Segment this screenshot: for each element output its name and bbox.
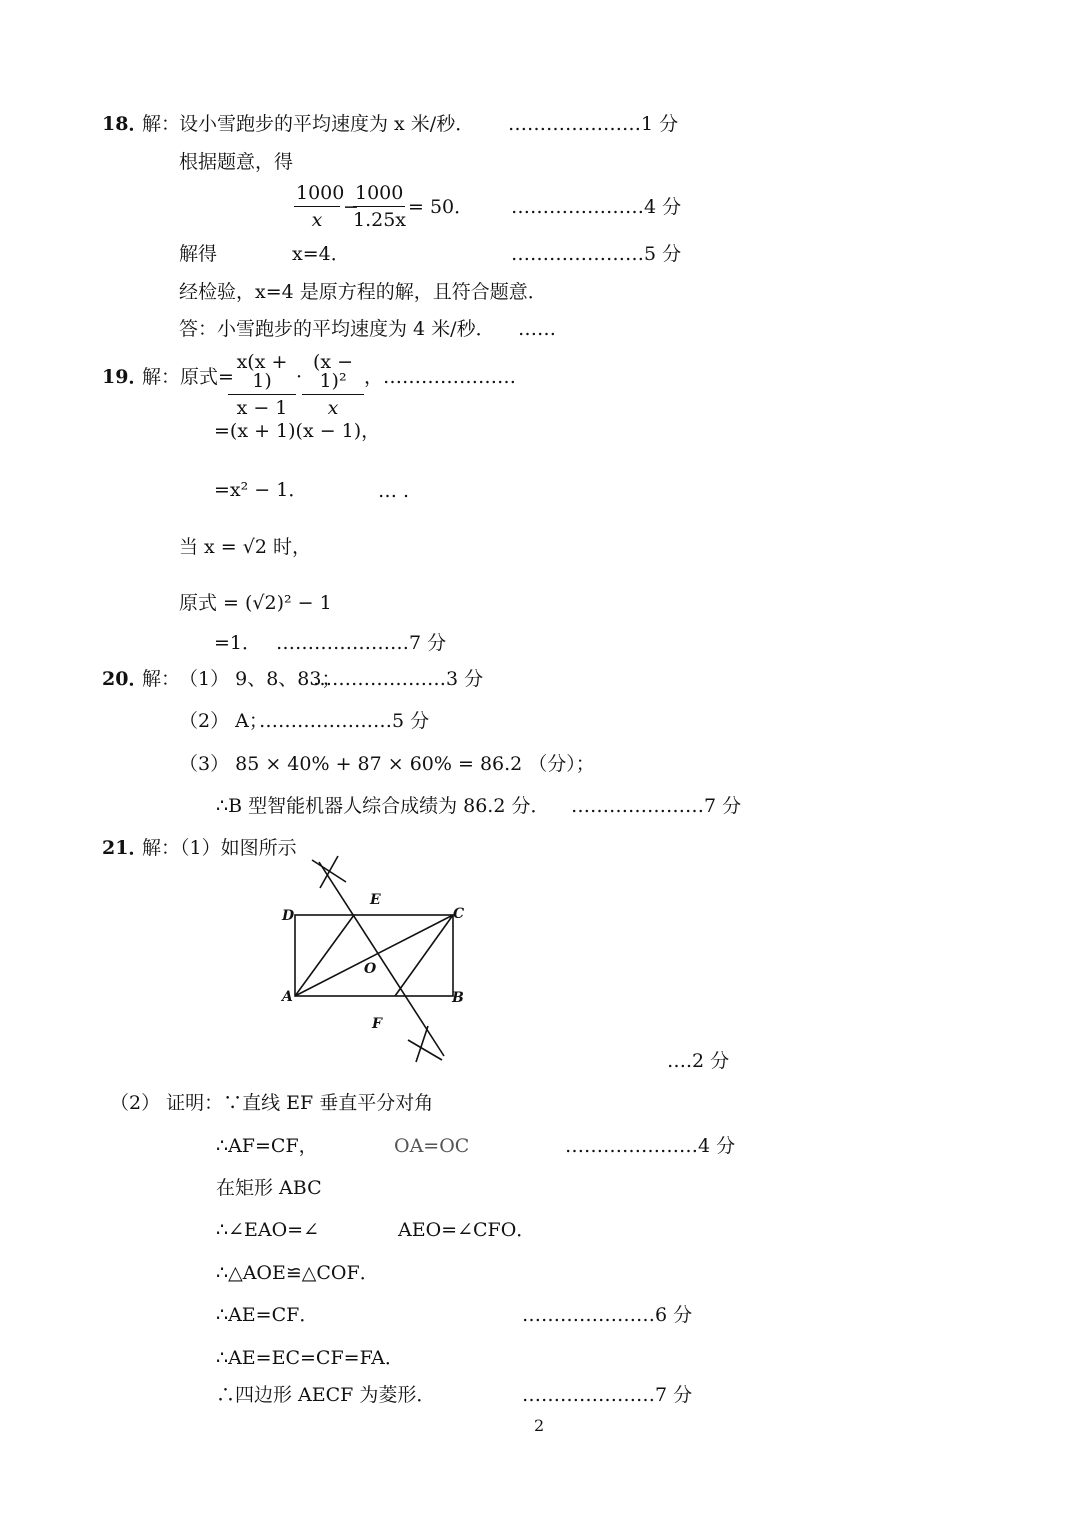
page-number: 2 — [534, 1416, 545, 1435]
q21-proof-line3a: ∴∠EAO=∠ — [216, 1219, 320, 1241]
q21-proof-line5: ∴AE=CF． — [216, 1304, 319, 1326]
segment-ae — [295, 915, 354, 996]
q19-result: =1． — [214, 632, 262, 654]
q21-proof-head: （2） 证明：∵直线 EF 垂直平分对角 — [110, 1092, 434, 1114]
q21-proof-line7-dots: …………………7 分 — [522, 1384, 693, 1406]
q20-part3-dots: …………………7 分 — [571, 795, 742, 817]
label-b: B — [452, 990, 464, 1006]
q18-frac1-denominator: x — [311, 209, 323, 231]
q19-frac2-denominator: x — [327, 397, 339, 419]
q19-step2: =(x + 1)(x − 1)， — [214, 420, 381, 442]
label-d: D — [282, 908, 295, 924]
diagonal-ac — [295, 915, 453, 996]
q18-number: 18． — [102, 113, 148, 135]
q19-frac1-denominator: x − 1 — [236, 397, 288, 419]
q19-frac2-numerator: (x − 1)² — [312, 351, 354, 392]
q18-check: 经检验，x=4 是原方程的解，且符合题意． — [179, 281, 547, 303]
q21-proof-line1-faint: OA=OC — [394, 1135, 470, 1157]
q19-fraction-1 — [228, 353, 296, 418]
q19-number: 19． — [102, 366, 148, 388]
label-c: C — [453, 906, 465, 922]
q19-step3: =x² − 1． — [214, 479, 308, 501]
q18-lead: 解： — [142, 113, 181, 135]
q19-dots: …………………7 分 — [276, 632, 447, 654]
q21-proof-line4: ∴△AOE≌△COF． — [216, 1262, 379, 1284]
q20-part1-dots: …………………3 分 — [313, 668, 484, 690]
q18-frac1-numerator: 1000 — [296, 182, 345, 204]
q21-proof-line7: ∴四边形 AECF 为菱形． — [216, 1384, 436, 1406]
q18-frac2-denominator: 1.25x — [353, 209, 407, 231]
q21-proof-line1: ∴AF=CF， — [216, 1135, 318, 1157]
q20-number: 20． — [102, 668, 148, 690]
label-o: O — [364, 961, 377, 977]
q19-frac1-numerator: x(x + 1) — [236, 351, 288, 392]
q19-when: 当 x = √2 时， — [179, 536, 311, 558]
q18-fraction-1 — [294, 182, 345, 231]
q19-dot: · — [296, 366, 303, 388]
q20-part3: （3） 85 × 40% + 87 × 60% = 86.2 （分）； — [179, 753, 595, 775]
q18-frac2-numerator: 1000 — [355, 182, 404, 204]
segment-cf — [395, 915, 453, 996]
q21-number: 21． — [102, 837, 148, 859]
q20-part3-conclusion: ∴B 型智能机器人综合成绩为 86.2 分． — [216, 795, 550, 817]
label-f: F — [372, 1016, 382, 1032]
q18-fraction-2 — [353, 184, 405, 230]
q20-part2: （2） A； — [179, 710, 268, 732]
q21-figure-dots: ….2 分 — [667, 1050, 730, 1072]
q19-substitution: 原式 = (√2)² − 1 — [179, 592, 332, 614]
q21-proof-line6: ∴AE=EC=CF=FA． — [216, 1347, 404, 1369]
q20-part2-dots: …………………5 分 — [259, 710, 430, 732]
q18-answer: 答：小雪跑步的平均速度为 4 米/秒． — [179, 318, 495, 340]
q21-lead: 解：（1）如图所示 — [142, 837, 297, 859]
q21-proof-line5-dots: …………………6 分 — [522, 1304, 693, 1326]
q18-minus: − — [343, 196, 359, 218]
q18-line1: 设小雪跑步的平均速度为 x 米/秒． — [179, 113, 475, 135]
q19-step3-dots: … . — [378, 480, 410, 502]
q19-fraction-2 — [302, 353, 364, 418]
rectangle-construction-figure — [276, 848, 476, 1068]
q19-comma-dots: ，………………… — [364, 366, 517, 388]
q18-solve-label: 解得 — [179, 243, 218, 265]
q18-dots3: …………………5 分 — [511, 243, 682, 265]
q18-dots2: …………………4 分 — [511, 196, 682, 218]
label-a: A — [282, 989, 293, 1005]
q21-proof-line3b: AEO=∠CFO． — [398, 1219, 536, 1241]
q21-proof-line1-dots: …………………4 分 — [565, 1135, 736, 1157]
label-e: E — [370, 892, 381, 908]
q19-lead: 解：原式= — [142, 366, 234, 388]
q18-equation-rhs: = 50． — [408, 196, 474, 218]
arc-mark-top — [312, 856, 346, 888]
q20-part1: （1） 9、8、83； — [179, 668, 341, 690]
q20-lead: 解： — [142, 668, 181, 690]
q18-solve-value: x=4． — [292, 243, 350, 265]
q18-dots4: …… — [518, 318, 556, 340]
q18-dots1: …………………1 分 — [508, 113, 679, 135]
q21-proof-line2: 在矩形 ABC — [216, 1177, 322, 1199]
q18-line2: 根据题意，得 — [179, 151, 294, 173]
